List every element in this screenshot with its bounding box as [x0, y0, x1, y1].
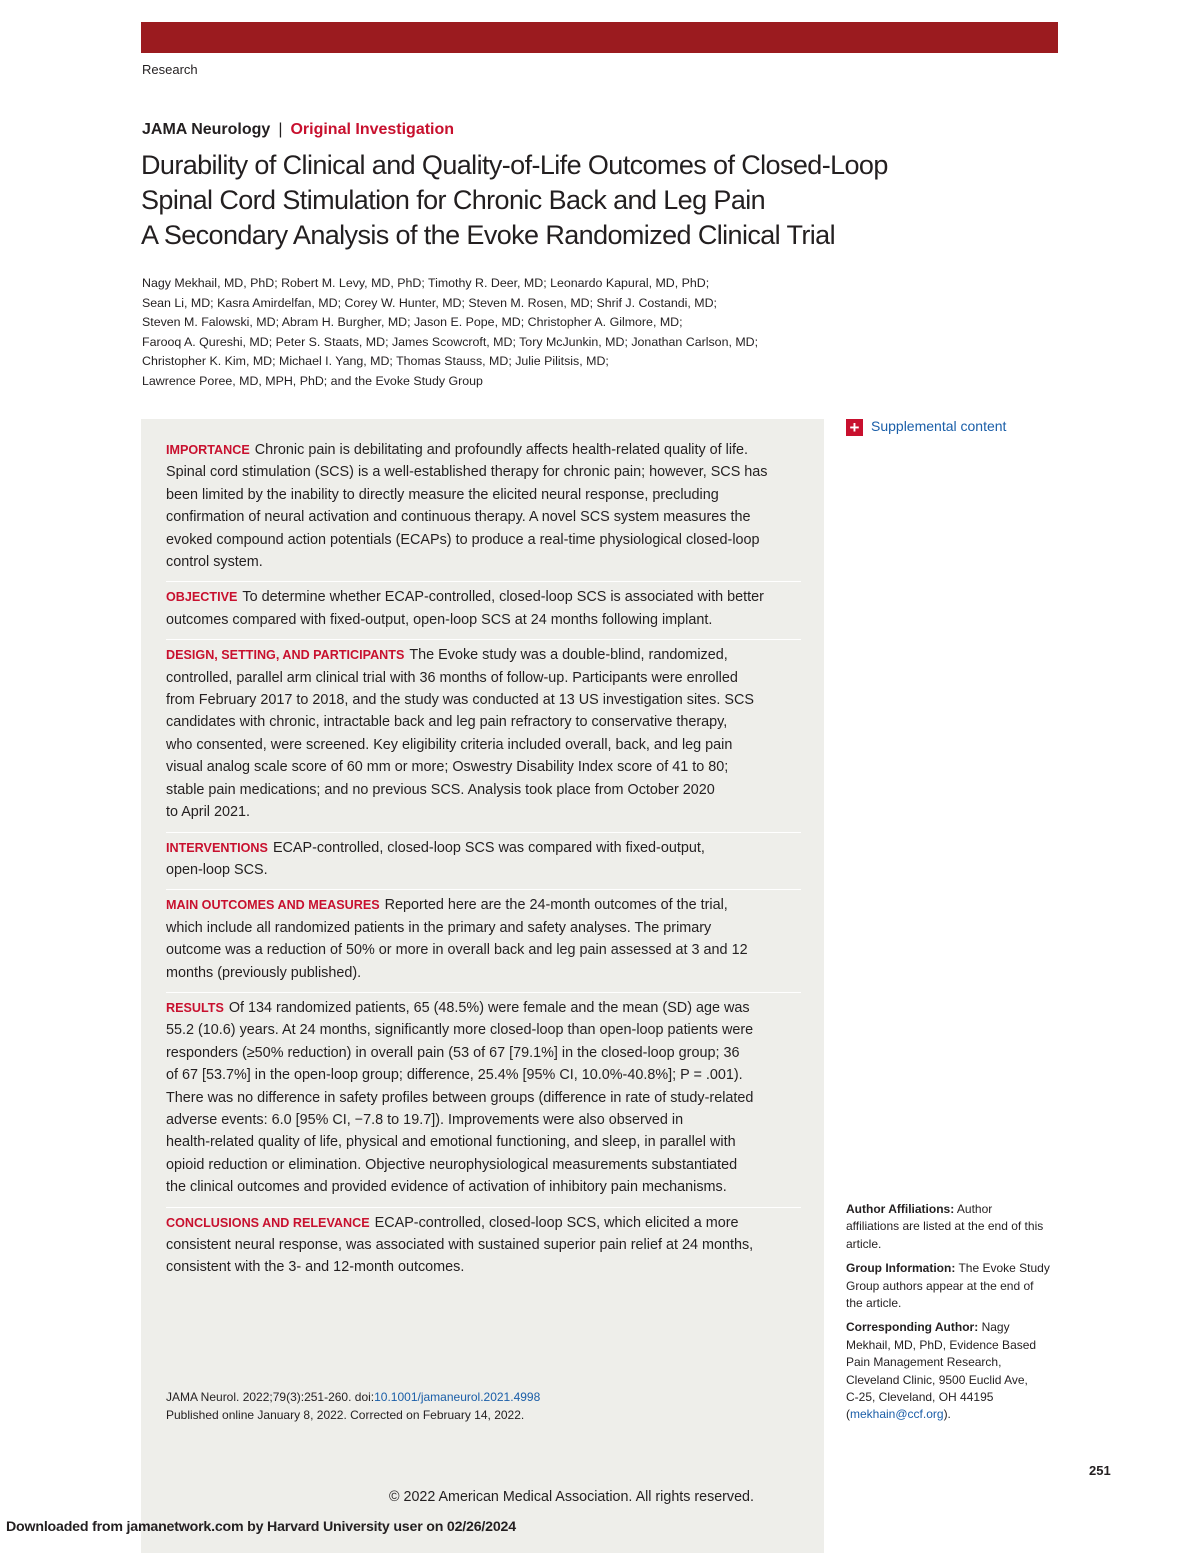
abstract-text: controlled, parallel arm clinical trial with 36 months of follow-up. Participants were enrolled — [166, 669, 738, 686]
author-line: Christopher K. Kim, MD; Michael I. Yang, MD; Thomas Stauss, MD; Julie Pilitsis, MD; — [142, 354, 609, 369]
abstract-text: stable pain medications; and no previous SCS. Analysis took place from October 2020 — [166, 781, 715, 798]
sidebar-notes — [846, 1201, 1061, 1431]
article-title — [141, 148, 1041, 253]
citation-text: JAMA Neurol. 2022;79(3):251-260. doi: — [166, 1390, 375, 1404]
article-type: Original Investigation — [290, 121, 455, 138]
abstract-conclusions — [166, 1212, 801, 1287]
header-color-bar — [141, 22, 1058, 53]
abstract-text: open-loop SCS. — [166, 861, 268, 878]
note-text: Nagy — [981, 1320, 1010, 1335]
abstract-text: adverse events: 6.0 [95% CI, −7.8 to 19.7]). Improvements were also observed in — [166, 1111, 684, 1128]
abstract-text: control system. — [166, 554, 263, 571]
author-line: Sean Li, MD; Kasra Amirdelfan, MD; Corey W. Hunter, MD; Steven M. Rosen, MD; Shrif J. Costandi, MD; — [142, 295, 717, 310]
abstract-text: opioid reduction or elimination. Objective neurophysiological measurements substantiated — [166, 1156, 738, 1173]
abstract-heading: MAIN OUTCOMES AND MEASURES — [166, 898, 380, 913]
abstract-text: who consented, were screened. Key eligibility criteria included overall, back, and leg pain — [166, 736, 733, 753]
abstract-heading: CONCLUSIONS AND RELEVANCE — [166, 1215, 370, 1230]
note-text: article. — [846, 1236, 882, 1251]
download-stamp: Downloaded from jamanetwork.com by Harvard University user on 02/26/2024 — [6, 1519, 516, 1535]
abstract-text: Chronic pain is debilitating and profoundly affects health-related quality of life. — [254, 442, 749, 458]
citation — [166, 1389, 540, 1424]
abstract-importance — [166, 439, 801, 582]
author-affiliations — [846, 1201, 1061, 1253]
note-text: Mekhail, MD, PhD, Evidence Based — [846, 1337, 1037, 1352]
supplemental-label: Supplemental content — [871, 418, 1007, 434]
title-line-2: Spinal Cord Stimulation for Chronic Back and Leg Pain — [141, 185, 766, 215]
abstract-text: health-related quality of life, physical and emotional functioning, and sleep, in parallel with — [166, 1134, 736, 1151]
abstract-heading: IMPORTANCE — [166, 443, 250, 457]
abstract-results — [166, 997, 801, 1208]
author-list — [142, 274, 842, 392]
abstract-text: the clinical outcomes and provided evidence of activation of inhibitory pain mechanisms. — [166, 1179, 727, 1196]
note-heading: Group Information: — [846, 1261, 956, 1276]
author-line: Farooq A. Qureshi, MD; Peter S. Staats, MD; James Scowcroft, MD; Tory McJunkin, MD; Jonathan Carlson, MD; — [142, 334, 759, 349]
abstract-content — [166, 439, 801, 1291]
abstract-outcomes — [166, 894, 801, 993]
subtitle-line: A Secondary Analysis of the Evoke Randomized Clinical Trial — [141, 220, 835, 250]
note-text: affiliations are listed at the end of this — [846, 1219, 1044, 1234]
corresponding-author: Corresponding Author: Nagy Mekhail, MD, PhD, Evidence Based Pain Management Research, Cleveland Clinic, 9500 Euclid Ave, C-25, Cleveland, OH 44195 (mekhain@ccf.org). — [846, 1319, 1061, 1423]
abstract-text: been limited by the inability to directly measure the elicited neural response, precluding — [166, 486, 719, 503]
abstract-text: visual analog scale score of 60 mm or more; Oswestry Disability Index score of 41 to 80; — [166, 759, 729, 776]
note-text: Cleveland Clinic, 9500 Euclid Ave, — [846, 1372, 1028, 1387]
abstract-text: confirmation of neural activation and continuous therapy. A novel SCS system measures the — [166, 509, 751, 526]
abstract-text: evoked compound action potentials (ECAPs) to produce a real-time physiological closed-loop — [166, 531, 760, 548]
abstract-heading: INTERVENTIONS — [166, 840, 268, 855]
abstract-text: outcomes compared with fixed-output, open-loop SCS at 24 months following implant. — [166, 611, 713, 628]
email-link[interactable]: mekhain@ccf.org — [850, 1407, 944, 1422]
abstract-panel — [141, 419, 824, 1553]
abstract-text: To determine whether ECAP-controlled, closed-loop SCS is associated with better — [242, 589, 764, 606]
abstract-text: which include all randomized patients in the primary and safety analyses. The primary — [166, 919, 712, 936]
abstract-text: of 67 [53.7%] in the open-loop group; difference, 25.4% [95% CI, 10.0%-40.8%]; P = .001). — [166, 1067, 743, 1084]
abstract-text: responders (≥50% reduction) in overall pain (53 of 67 [79.1%] in the closed-loop group; 36 — [166, 1044, 740, 1061]
note-heading: Author Affiliations: — [846, 1202, 955, 1216]
abstract-text: from February 2017 to 2018, and the study was conducted at 13 US investigation sites. SCS — [166, 692, 754, 709]
copyright-notice: © 2022 American Medical Association. All rights reserved. — [389, 1489, 754, 1505]
author-line: Steven M. Falowski, MD; Abram H. Burgher, MD; Jason E. Pope, MD; Christopher A. Gilmore, MD; — [142, 315, 683, 330]
abstract-text: consistent with the 3- and 12-month outcomes. — [166, 1259, 465, 1276]
abstract-text: consistent neural response, was associated with sustained superior pain relief at 24 months, — [166, 1237, 754, 1253]
abstract-text: candidates with chronic, intractable back and leg pain refractory to conservative therapy, — [166, 714, 728, 731]
abstract-interventions — [166, 837, 801, 891]
note-heading: Corresponding Author: — [846, 1320, 979, 1335]
note-text: Author — [956, 1202, 993, 1216]
doi-link[interactable]: 10.1001/jamaneurol.2021.4998 — [374, 1390, 541, 1404]
abstract-text: Spinal cord stimulation (SCS) is a well-established therapy for chronic pain; however, SCS has — [166, 464, 768, 481]
note-text: Pain Management Research, — [846, 1355, 1002, 1370]
section-label: Research — [142, 62, 198, 77]
author-line: Lawrence Poree, MD, MPH, PhD; and the Evoke Study Group — [142, 373, 483, 388]
abstract-text: 55.2 (10.6) years. At 24 months, significantly more closed-loop than open-loop patients were — [166, 1022, 754, 1039]
plus-icon: + — [846, 419, 863, 436]
note-text: the article. — [846, 1296, 902, 1311]
abstract-text: The Evoke study was a double-blind, randomized, — [409, 647, 728, 664]
note-text: The Evoke Study — [958, 1261, 1050, 1276]
journal-line — [142, 121, 454, 139]
abstract-design — [166, 644, 801, 832]
abstract-text: Of 134 randomized patients, 65 (48.5%) were female and the mean (SD) age was — [228, 999, 750, 1016]
note-text: Group authors appear at the end of — [846, 1278, 1034, 1293]
note-text: C-25, Cleveland, OH 44195 — [846, 1390, 994, 1405]
abstract-text: Reported here are the 24-month outcomes of the trial, — [384, 897, 728, 914]
page-number: 251 — [1089, 1463, 1111, 1478]
abstract-text: There was no difference in safety profiles between groups (difference in rate of study-related — [166, 1089, 754, 1106]
title-line-1: Durability of Clinical and Quality-of-Life Outcomes of Closed-Loop — [141, 150, 888, 180]
abstract-text: outcome was a reduction of 50% or more in overall back and leg pain assessed at 3 and 12 — [166, 942, 748, 959]
abstract-heading: RESULTS — [166, 1000, 224, 1015]
abstract-objective — [166, 586, 801, 640]
journal-name: JAMA Neurology — [142, 121, 271, 138]
abstract-text: ECAP-controlled, closed-loop SCS, which elicited a more — [374, 1214, 739, 1231]
author-line: Nagy Mekhail, MD, PhD; Robert M. Levy, MD, PhD; Timothy R. Deer, MD; Leonardo Kapural, MD, PhD; — [142, 276, 710, 290]
abstract-text: ECAP-controlled, closed-loop SCS was compared with fixed-output, — [272, 839, 705, 856]
abstract-text: months (previously published). — [166, 964, 362, 981]
abstract-heading: DESIGN, SETTING, AND PARTICIPANTS — [166, 648, 405, 663]
supplemental-content-link[interactable] — [846, 416, 1006, 436]
abstract-text: to April 2021. — [166, 804, 251, 821]
journal-separator: | — [278, 121, 283, 138]
abstract-heading: OBJECTIVE — [166, 590, 238, 605]
publication-dates: Published online January 8, 2022. Corrected on February 14, 2022. — [166, 1407, 525, 1422]
group-information — [846, 1260, 1061, 1312]
